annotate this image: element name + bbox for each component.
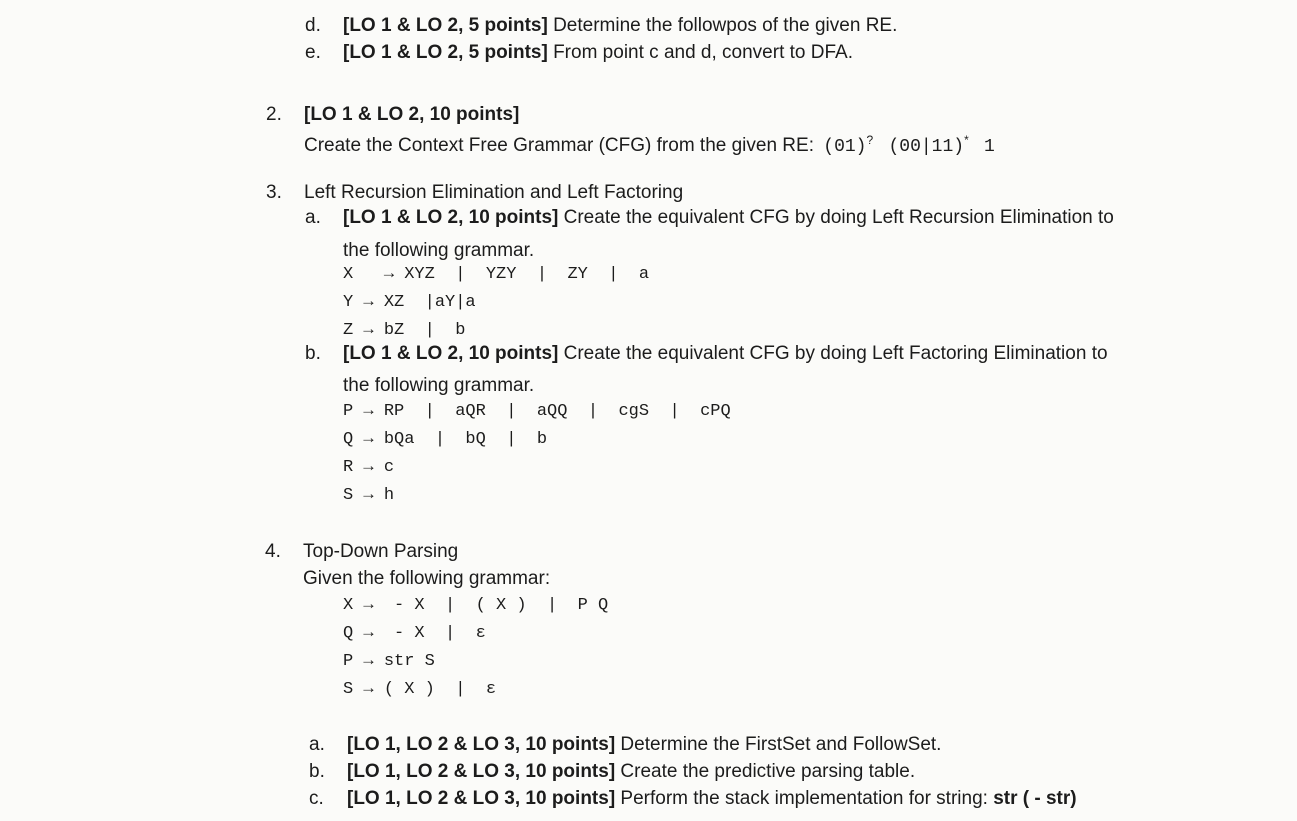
rule-lhs: X [343,265,354,284]
question-2-text [304,128,995,159]
grammar-rule [343,623,486,645]
grammar-rule [343,401,731,423]
rule-lhs: P [343,652,354,671]
grammar-rule [343,595,608,617]
item-marker: b. [309,761,325,782]
rule-lhs: P [343,402,354,421]
item-text: Create the predictive parsing table. [615,761,916,782]
rule-lhs: S [343,486,354,505]
item-4c [309,787,1077,811]
rule-rhs: bQa | bQ | b [383,430,548,449]
grammar-rule [343,264,649,286]
rule-rhs: RP | aQR | aQQ | cgS | cPQ [383,402,731,421]
question-4-header [265,540,458,564]
grammar-rule [343,679,496,701]
arrow-icon: → [363,430,374,449]
arrow-icon: → [363,486,374,505]
regex-sup-1: ? [866,133,874,147]
item-text: the following grammar. [343,240,535,261]
rule-rhs: bZ | b [383,321,466,340]
arrow-icon: → [363,624,374,643]
item-text: Perform the stack implementation for string: [615,788,994,809]
question-tag: [LO 1 & LO 2, 10 points] [304,104,520,125]
arrow-icon: → [383,265,395,284]
rule-lhs: R [343,458,354,477]
grammar-rule [343,292,476,314]
question-3-header [266,181,683,205]
rule-lhs: Z [343,321,354,340]
item-text: Determine the followpos of the given RE. [547,15,898,36]
question-subtitle: Given the following grammar: [303,568,551,589]
arrow-icon: → [363,596,374,615]
item-tag: [LO 1, LO 2 & LO 3, 10 points] [347,788,616,809]
question-number: 3. [266,182,282,203]
item-3b [305,342,1108,366]
item-1e [305,41,853,65]
item-text: Determine the FirstSet and FollowSet. [615,734,942,755]
rule-rhs: XYZ | YZY | ZY | a [404,265,650,284]
item-bold-tail: str ( - str) [993,788,1077,809]
grammar-rule [343,320,465,342]
arrow-icon: → [363,680,374,699]
item-tag: [LO 1, LO 2 & LO 3, 10 points] [347,761,616,782]
item-marker: c. [309,788,324,809]
grammar-rule [343,429,547,451]
rule-rhs: c [383,458,395,477]
question-title: Top-Down Parsing [303,541,459,562]
item-3a-continuation [343,239,534,263]
item-text: Create the equivalent CFG by doing Left Recursion Elimination to [558,207,1114,228]
item-text: the following grammar. [343,375,535,396]
item-1d [305,14,897,38]
arrow-icon: → [363,652,374,671]
item-marker: a. [305,207,321,228]
item-tag: [LO 1 & LO 2, 5 points] [343,15,548,36]
item-4b [309,760,915,784]
item-text: Create the equivalent CFG by doing Left Factoring Elimination to [558,343,1108,364]
item-tag: [LO 1 & LO 2, 10 points] [343,343,559,364]
arrow-icon: → [363,458,374,477]
question-number: 4. [265,541,281,562]
rule-rhs: str S [383,652,435,671]
rule-rhs: XZ |aY|a [383,293,476,312]
rule-rhs: - X | ε [394,624,486,643]
question-text: Create the Context Free Grammar (CFG) from the given RE: [304,135,814,156]
question-2-header [266,103,519,127]
rule-lhs: S [343,680,354,699]
grammar-rule [343,457,394,479]
rule-rhs: - X | ( X ) | P Q [394,596,609,615]
rule-rhs: ( X ) | ε [383,680,497,699]
rule-lhs: Y [343,293,354,312]
item-marker: b. [305,343,321,364]
grammar-rule [343,651,435,673]
question-title: Left Recursion Elimination and Left Factoring [304,182,684,203]
arrow-icon: → [363,321,374,340]
question-number: 2. [266,104,282,125]
item-marker: d. [305,15,321,36]
regex-part-3: 1 [984,137,995,157]
regex-sup-2: * [964,133,969,147]
item-tag: [LO 1, LO 2 & LO 3, 10 points] [347,734,616,755]
item-marker: a. [309,734,325,755]
item-marker: e. [305,42,321,63]
arrow-icon: → [363,402,374,421]
grammar-rule [343,485,394,507]
regex-part-1: (01) [823,137,867,157]
rule-lhs: Q [343,624,354,643]
item-tag: [LO 1 & LO 2, 5 points] [343,42,548,63]
rule-lhs: Q [343,430,354,449]
regex-part-2: (00|11) [888,137,965,157]
rule-rhs: h [383,486,395,505]
item-3a [305,206,1114,230]
item-tag: [LO 1 & LO 2, 10 points] [343,207,559,228]
question-4-subtitle [303,567,550,591]
arrow-icon: → [363,293,374,312]
item-3b-continuation [343,374,534,398]
item-4a [309,733,941,757]
rule-lhs: X [343,596,354,615]
item-text: From point c and d, convert to DFA. [547,42,853,63]
